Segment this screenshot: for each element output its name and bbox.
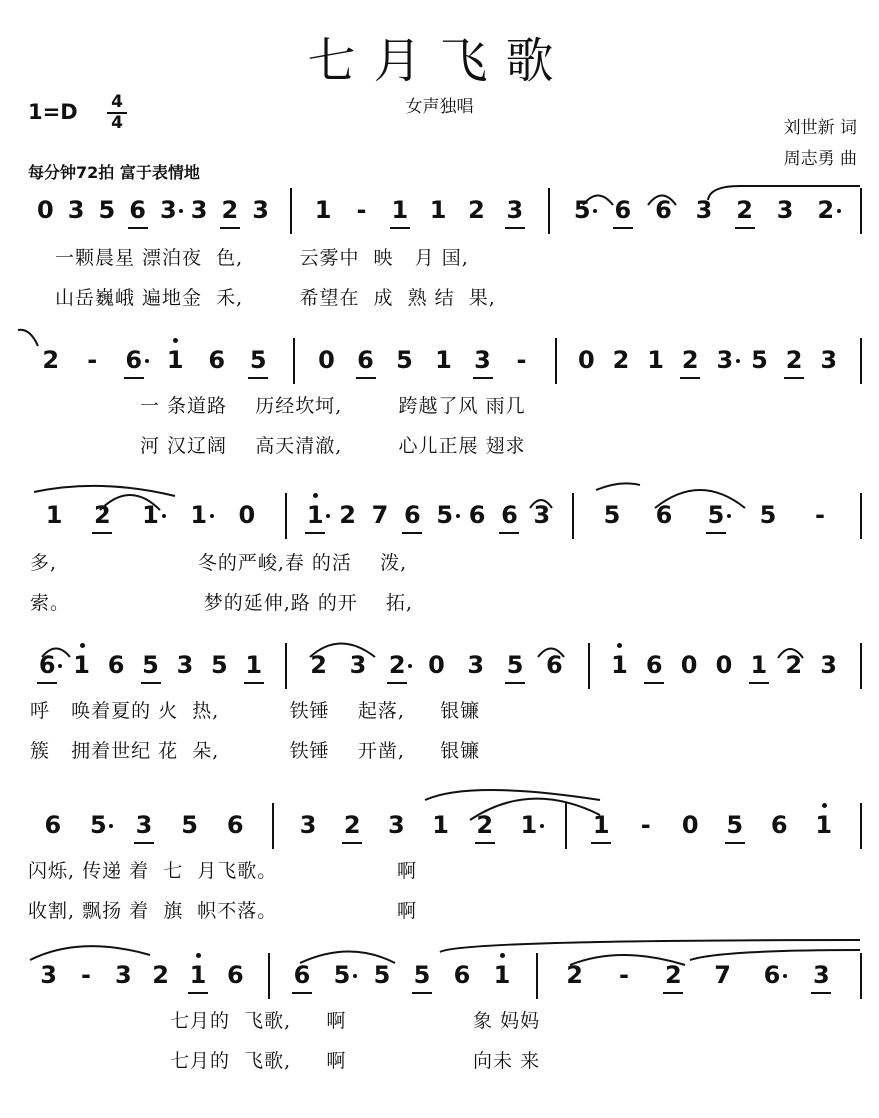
jianpu-note: 2: [476, 811, 494, 839]
jianpu-note: 2: [468, 196, 485, 224]
jianpu-note: 0: [715, 651, 733, 679]
jianpu-note: 1: [314, 196, 332, 224]
jianpu-note: 3: [160, 196, 177, 224]
jianpu-note: 5: [142, 651, 159, 679]
jianpu-note: 6: [38, 651, 56, 679]
jianpu-note: -: [815, 501, 825, 529]
jianpu-note: 5: [210, 651, 228, 679]
jianpu-note: 1: [245, 651, 263, 679]
lyric-line: 河 汉辽阔 高天清澈, 心儿正展 翅求: [140, 435, 526, 457]
jianpu-note: 5: [333, 961, 351, 989]
jianpu-note: 1: [815, 811, 833, 839]
jianpu-note: 6: [293, 961, 311, 989]
jianpu-note: 6: [655, 501, 673, 529]
jianpu-note: 1: [189, 961, 207, 989]
jianpu-note: 6: [645, 651, 663, 679]
jianpu-note: 6: [655, 196, 672, 224]
jianpu-note: 6: [403, 501, 421, 529]
lyric-line: 索。 梦的延伸,路 的开 拓,: [30, 592, 414, 614]
slur: [648, 196, 676, 206]
jianpu-note: 5: [751, 346, 768, 374]
jianpu-note: 6: [357, 346, 374, 374]
jianpu-note: 5: [98, 196, 116, 224]
lyric-line: 呼 唤着夏的 火 热, 铁锤 起落, 银镰: [30, 700, 481, 722]
jianpu-note: -: [640, 811, 651, 839]
performance-note: 女声独唱: [405, 97, 474, 117]
slur: [655, 490, 745, 508]
jianpu-note: 6: [226, 961, 244, 989]
jianpu-note: 0: [577, 346, 595, 374]
jianpu-note: 1: [493, 961, 511, 989]
jianpu-note: 2: [817, 196, 835, 224]
jianpu-note: 3: [506, 196, 524, 224]
jianpu-note: 5: [726, 811, 744, 839]
jianpu-note: 5: [373, 961, 391, 989]
slur: [34, 486, 175, 496]
lyric-line: 一颗晨星 漂泊夜 色, 云雾中 映 月 国,: [55, 247, 469, 269]
key-signature: 1=D: [28, 100, 78, 124]
slur: [100, 495, 160, 510]
jianpu-note: 2: [221, 196, 239, 224]
jianpu-note: -: [356, 196, 367, 224]
jianpu-note: 3: [467, 651, 485, 679]
jianpu-note: 6: [44, 811, 62, 839]
slur: [42, 649, 70, 658]
lyric-line: 一 条道路 历经坎坷, 跨越了风 雨几: [140, 395, 526, 417]
jianpu-note: 5: [249, 346, 267, 374]
slur: [583, 196, 613, 206]
jianpu-note: 1: [429, 196, 447, 224]
jianpu-note: 2: [681, 346, 699, 374]
time-signature-bottom: 4: [107, 112, 127, 133]
jianpu-note: 3: [695, 196, 713, 224]
jianpu-note: 5: [707, 501, 725, 529]
jianpu-note: 0: [681, 811, 699, 839]
slur: [470, 799, 600, 820]
jianpu-note: 6: [501, 501, 518, 529]
jianpu-note: 1: [432, 811, 449, 839]
jianpu-note: 1: [73, 651, 90, 679]
jianpu-note: 3: [716, 346, 734, 374]
jianpu-note: 2: [42, 346, 60, 374]
jianpu-note: 3: [820, 651, 837, 679]
jianpu-note: 3: [252, 196, 269, 224]
jianpu-note: 6: [129, 196, 146, 224]
jianpu-note: 3: [388, 811, 405, 839]
lyricist-credit: 刘世新 词: [783, 118, 857, 138]
jianpu-note: 0: [680, 651, 698, 679]
jianpu-note: 2: [388, 651, 406, 679]
jianpu-note: 6: [614, 196, 632, 224]
jianpu-note: 5: [506, 651, 524, 679]
jianpu-note: 1: [520, 811, 538, 839]
lyric-line: 闪烁, 传递 着 七 月飞歌。 啊: [28, 860, 417, 882]
jianpu-note: 3: [114, 961, 132, 989]
jianpu-note: 2: [736, 196, 753, 224]
jianpu-note: 3: [533, 501, 551, 529]
composer-credit: 周志勇 曲: [783, 149, 857, 169]
jianpu-note: 5: [436, 501, 454, 529]
lyric-line: 七月的 飞歌, 啊 向未 来: [170, 1050, 541, 1072]
jianpu-note: 0: [37, 196, 54, 224]
jianpu-note: 1: [190, 501, 208, 529]
lyric-line: 山岳巍峨 遍地金 禾, 希望在 成 熟 结 果,: [55, 287, 496, 309]
jianpu-note: 1: [306, 501, 324, 529]
jianpu-note: 1: [592, 811, 610, 839]
slur: [538, 649, 564, 658]
jianpu-note: 2: [785, 346, 803, 374]
jianpu-note: -: [619, 961, 629, 989]
jianpu-note: 2: [343, 811, 361, 839]
jianpu-note: 1: [750, 651, 768, 679]
jianpu-note: -: [81, 961, 91, 989]
jianpu-note: 2: [310, 651, 327, 679]
jianpu-note: 0: [318, 346, 335, 374]
jianpu-note: 1: [45, 501, 63, 529]
jianpu-note: 1: [391, 196, 409, 224]
jianpu-note: 1: [647, 346, 664, 374]
jianpu-note: 6: [453, 961, 471, 989]
slur: [30, 946, 150, 960]
jianpu-note: 2: [339, 501, 356, 529]
jianpu-note: 0: [428, 651, 445, 679]
jianpu-note: 5: [413, 961, 431, 989]
jianpu-note: 3: [67, 196, 85, 224]
jianpu-note: 3: [176, 651, 194, 679]
tempo-marking: 每分钟72拍 富于表情地: [28, 163, 200, 182]
jianpu-note: 2: [566, 961, 583, 989]
jianpu-note: -: [87, 346, 98, 374]
jianpu-note: 3: [40, 961, 57, 989]
jianpu-note: 6: [107, 651, 125, 679]
jianpu-note: 3: [776, 196, 794, 224]
jianpu-note: 5: [181, 811, 198, 839]
tie-curve: [18, 330, 38, 346]
jianpu-note: 3: [474, 346, 491, 374]
slur: [530, 500, 552, 508]
jianpu-note: 1: [166, 346, 184, 374]
slur: [310, 644, 375, 658]
jianpu-note: -: [516, 346, 527, 374]
jianpu-note: 0: [238, 501, 256, 529]
jianpu-note: 3: [820, 346, 838, 374]
lyric-line: 七月的 飞歌, 啊 象 妈妈: [170, 1010, 541, 1032]
jianpu-note: 5: [603, 501, 621, 529]
jianpu-note: 6: [226, 811, 244, 839]
time-signature-top: 4: [111, 92, 123, 112]
lyric-line: 收割, 飘扬 着 旗 帜不落。 啊: [28, 900, 417, 922]
song-title: 七月飞歌: [307, 33, 572, 89]
jianpu-note: 1: [435, 346, 452, 374]
jianpu-note: 6: [468, 501, 486, 529]
jianpu-note: 6: [763, 961, 781, 989]
jianpu-note: 7: [714, 961, 731, 989]
jianpu-note: 6: [208, 346, 226, 374]
jianpu-note: 3: [190, 196, 208, 224]
jianpu-note: 3: [349, 651, 367, 679]
jianpu-note: 2: [664, 961, 682, 989]
lyric-line: 多, 冬的严峻,春 的活 泼,: [30, 552, 408, 574]
jianpu-note: 6: [545, 651, 563, 679]
jianpu-note: 2: [612, 346, 630, 374]
slur: [596, 483, 640, 490]
jianpu-note: 2: [93, 501, 111, 529]
slur: [425, 790, 600, 800]
slur: [300, 952, 395, 964]
lyric-line: 簇 拥着世纪 花 朵, 铁锤 开凿, 银镰: [30, 740, 481, 762]
jianpu-note: 3: [299, 811, 317, 839]
jianpu-note: 6: [770, 811, 788, 839]
jianpu-note: 2: [785, 651, 803, 679]
jianpu-note: 5: [396, 346, 413, 374]
jianpu-note: 1: [611, 651, 628, 679]
jianpu-note: 6: [125, 346, 143, 374]
jianpu-note: 5: [759, 501, 777, 529]
jianpu-note: 2: [152, 961, 169, 989]
tie-curve: [690, 950, 860, 960]
jianpu-note: 5: [573, 196, 591, 224]
slur: [570, 955, 685, 965]
slur: [778, 649, 803, 658]
tie-curve: [708, 186, 860, 200]
jianpu-note: 1: [142, 501, 159, 529]
jianpu-note: 3: [812, 961, 830, 989]
jianpu-note: 5: [90, 811, 107, 839]
jianpu-note: 3: [135, 811, 153, 839]
jianpu-note: 7: [371, 501, 389, 529]
